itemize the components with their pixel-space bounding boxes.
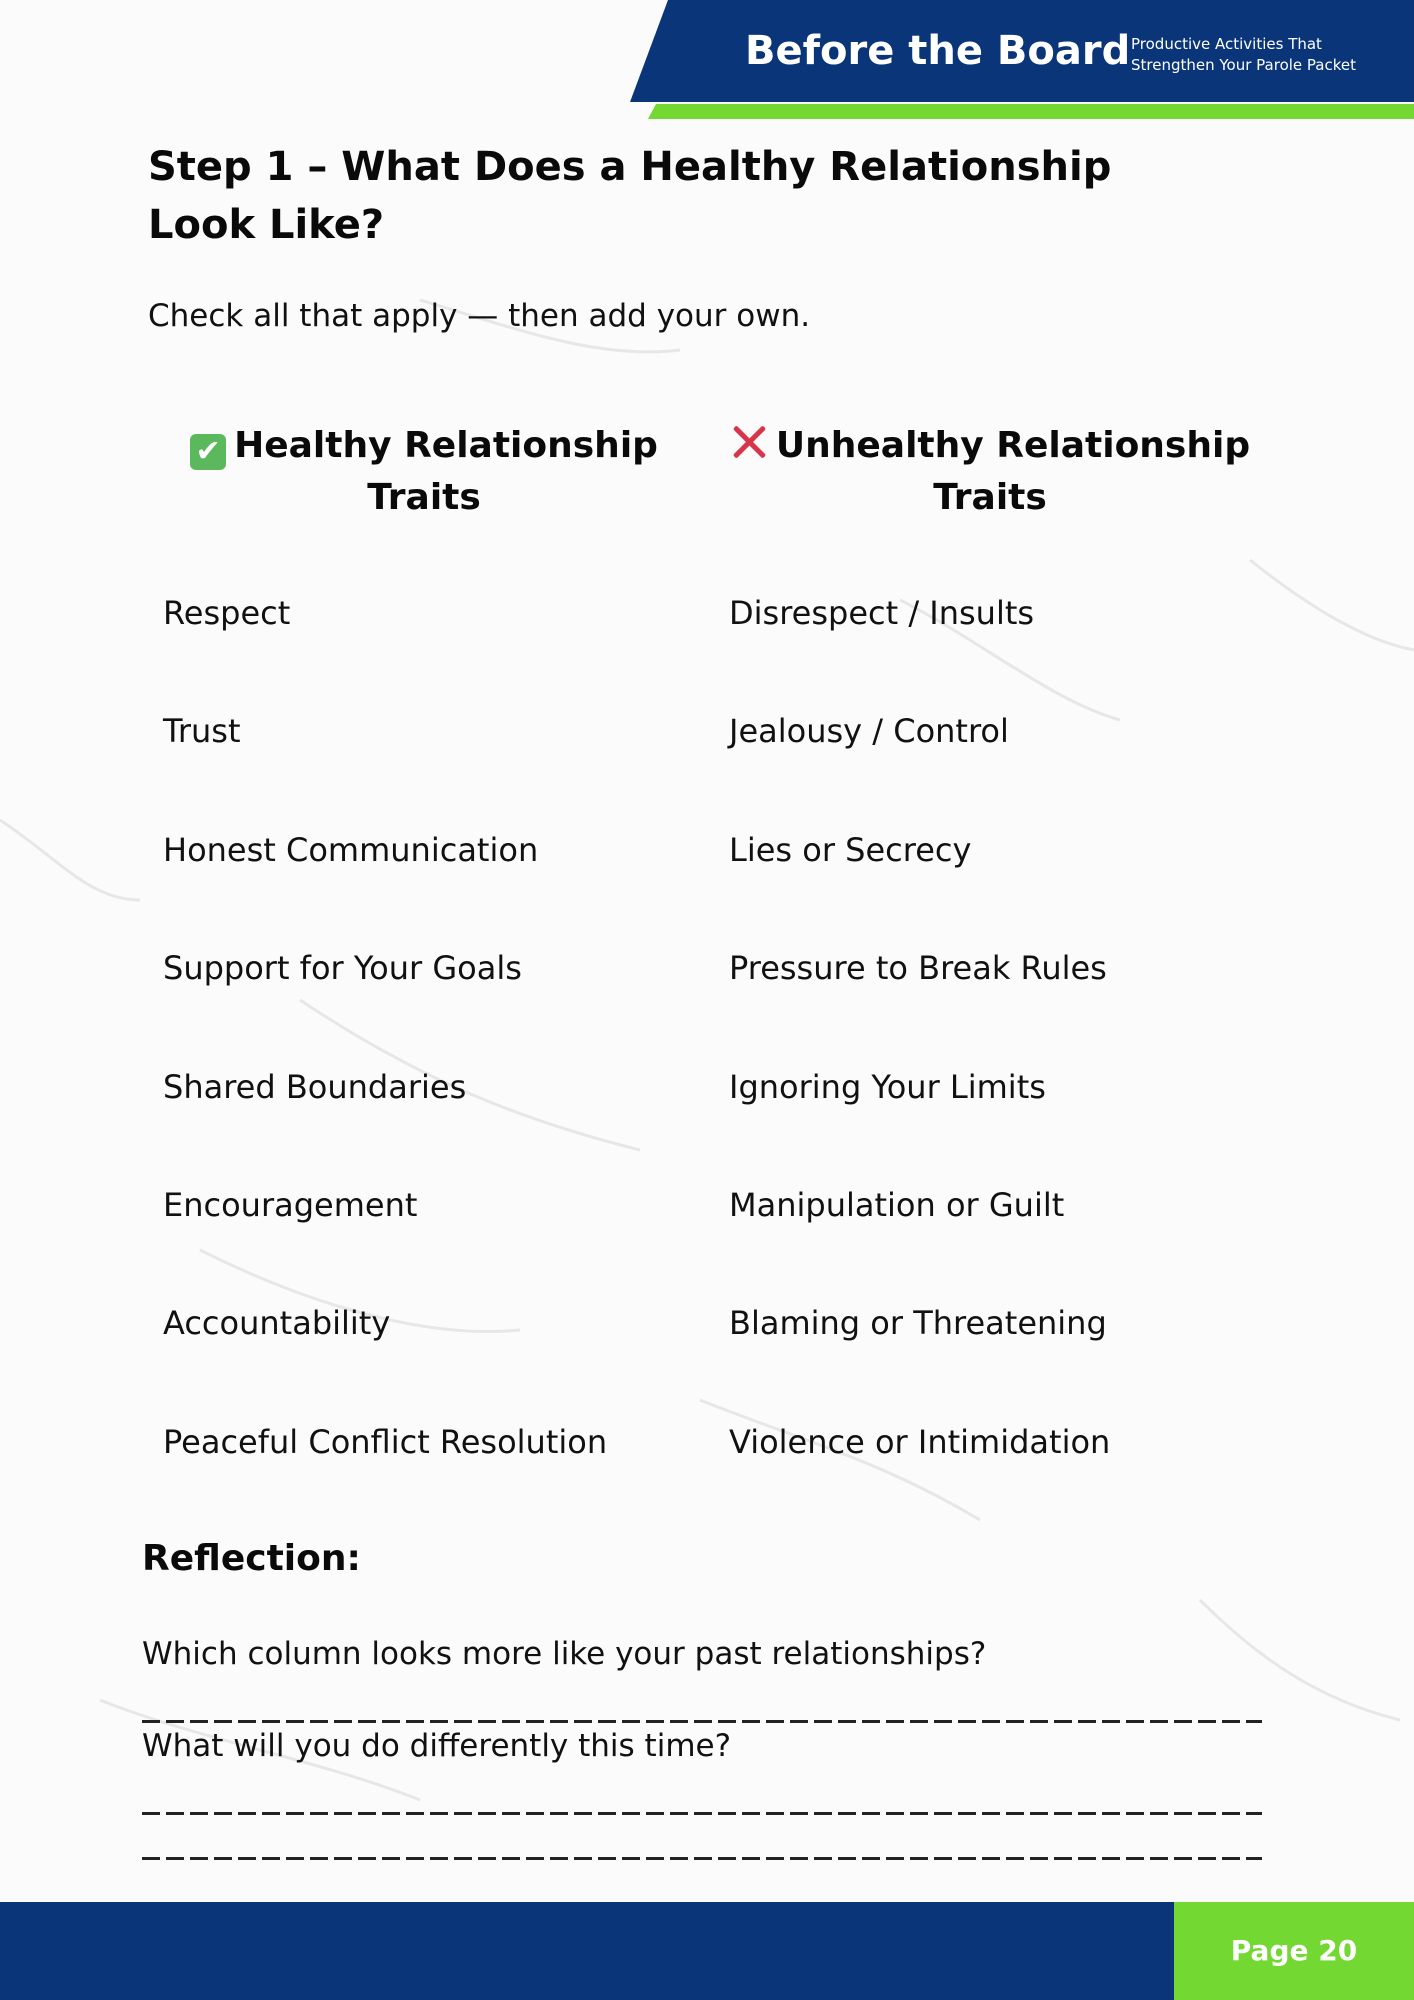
healthy-column-heading — [144, 420, 704, 524]
check-mark-icon: ✔ — [190, 434, 226, 470]
unhealthy-trait-item[interactable]: Disrespect / Insults — [729, 594, 1035, 632]
healthy-trait-item[interactable]: Accountability — [163, 1304, 391, 1342]
healthy-trait-item[interactable]: Trust — [163, 712, 241, 750]
reflection-question-1: Which column looks more like your past relationships? — [142, 1636, 987, 1672]
header-subtitle — [1131, 34, 1356, 76]
healthy-trait-item[interactable]: Support for Your Goals — [163, 949, 522, 987]
healthy-heading-text: Healthy Relationship Traits — [234, 425, 658, 518]
healthy-trait-item[interactable]: Honest Communication — [163, 831, 539, 869]
healthy-trait-item[interactable]: Peaceful Conflict Resolution — [163, 1423, 608, 1461]
unhealthy-trait-item[interactable]: Lies or Secrecy — [729, 831, 972, 869]
answer-line-1[interactable] — [142, 1720, 1262, 1723]
instruction-text: Check all that apply — then add your own. — [148, 298, 811, 334]
cross-mark-icon — [730, 423, 768, 461]
answer-line-2[interactable] — [142, 1812, 1262, 1815]
header-subtitle-line2: Strengthen Your Parole Packet — [1131, 56, 1356, 74]
unhealthy-trait-item[interactable]: Pressure to Break Rules — [729, 949, 1107, 987]
unhealthy-trait-item[interactable]: Violence or Intimidation — [729, 1423, 1111, 1461]
answer-line-3[interactable] — [142, 1857, 1262, 1860]
step-title: Step 1 – What Does a Healthy Relationship Look Like? — [148, 144, 1112, 248]
unhealthy-trait-item[interactable]: Blaming or Threatening — [729, 1304, 1107, 1342]
unhealthy-trait-item[interactable]: Manipulation or Guilt — [729, 1186, 1065, 1224]
unhealthy-trait-item[interactable]: Jealousy / Control — [729, 712, 1009, 750]
footer-bar — [0, 1902, 1174, 2000]
unhealthy-trait-item[interactable]: Ignoring Your Limits — [729, 1068, 1046, 1106]
healthy-trait-item[interactable]: Shared Boundaries — [163, 1068, 467, 1106]
healthy-trait-item[interactable]: Respect — [163, 594, 291, 632]
page-number: Page 20 — [1230, 1934, 1358, 1967]
reflection-title: Reflection: — [142, 1538, 361, 1579]
header-title: Before the Board — [745, 28, 1131, 74]
unhealthy-column-heading — [710, 420, 1270, 524]
unhealthy-heading-text: Unhealthy Relationship Traits — [775, 425, 1251, 518]
reflection-question-2: What will you do differently this time? — [142, 1728, 732, 1764]
header-subtitle-line1: Productive Activities That — [1131, 35, 1322, 53]
header-accent-bar — [648, 104, 1414, 119]
healthy-trait-item[interactable]: Encouragement — [163, 1186, 418, 1224]
